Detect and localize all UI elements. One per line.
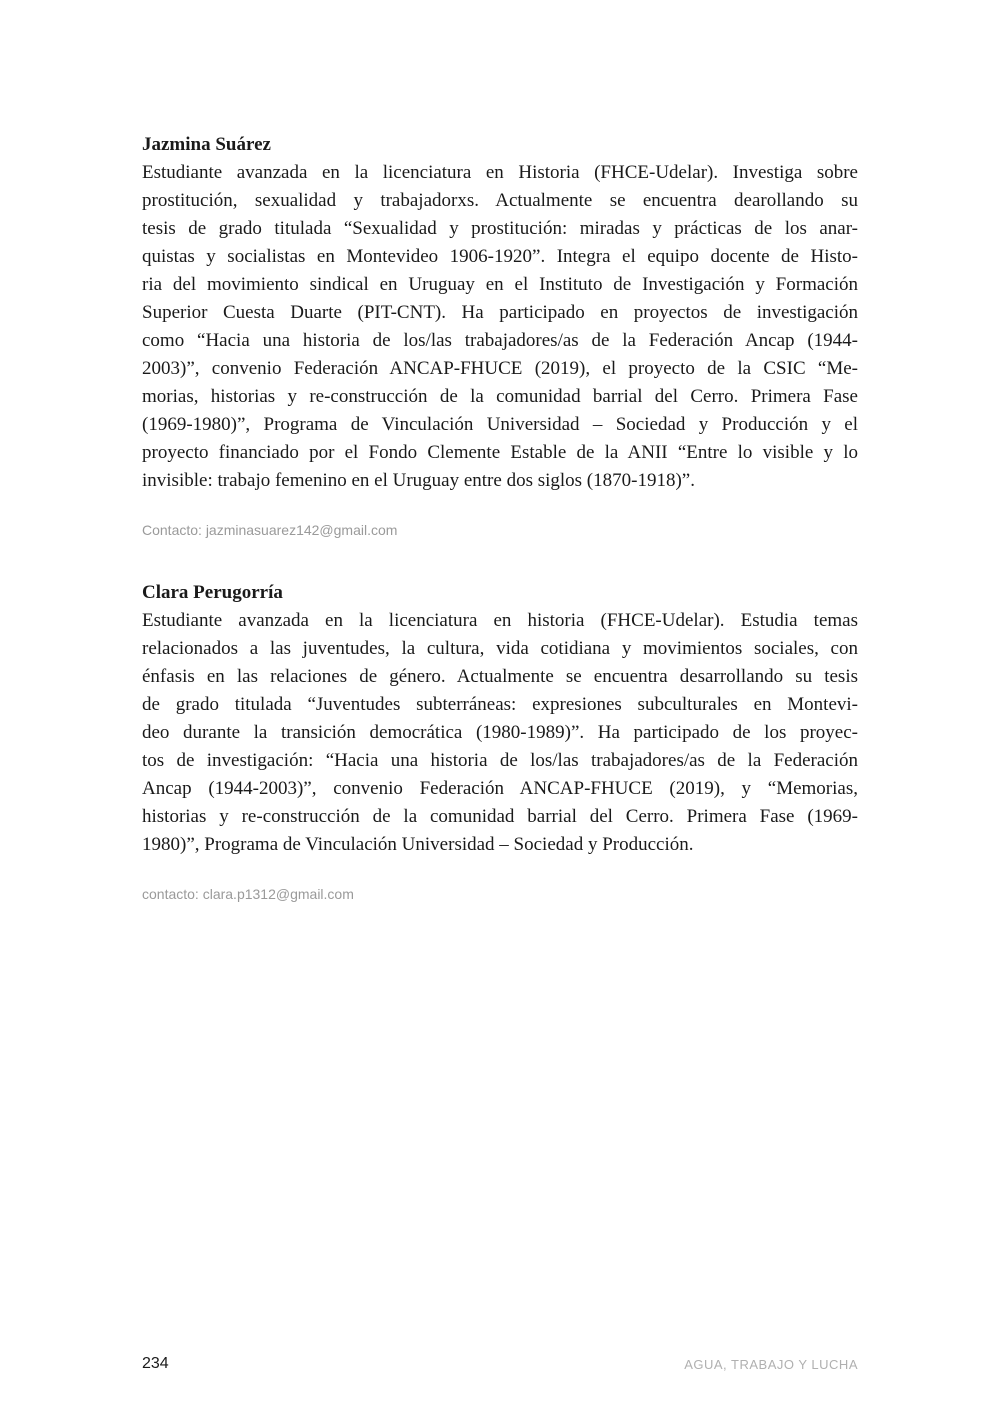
bio-line: relacionados a las juventudes, la cultura, vida cotidiana y movimientos sociales, con — [142, 638, 858, 659]
page-footer — [142, 1355, 858, 1377]
bio-line: ria del movimiento sindical en Uruguay en el Instituto de Investigación y Formación — [142, 274, 858, 295]
bio-line: Ancap (1944-2003)”, convenio Federación ANCAP-FHUCE (2019), y “Memorias, — [142, 778, 858, 799]
bio-jazmina-suarez — [142, 131, 858, 495]
bio-line: énfasis en las relaciones de género. Actualmente se encuentra desarrollando su tesis — [142, 666, 858, 687]
bio-line: deo durante la transición democrática (1980-1989)”. Ha participado de los proyec- — [142, 722, 858, 743]
bio-line: prostitución, sexualidad y trabajadorxs. Actualmente se encuentra dearollando su — [142, 190, 858, 211]
bio-line: historias y re-construcción de la comunidad barrial del Cerro. Primera Fase (1969- — [142, 806, 858, 827]
bio-paragraph — [142, 159, 858, 495]
bio-line: invisible: trabajo femenino en el Uruguay entre dos siglos (1870-1918)”. — [142, 470, 695, 491]
bio-line: (1969-1980)”, Programa de Vinculación Universidad – Sociedad y Producción y el — [142, 414, 858, 435]
bio-line: tos de investigación: “Hacia una historia de los/las trabajadores/as de la Federación — [142, 750, 858, 771]
bio-line: de grado titulada “Juventudes subterráneas: expresiones subculturales en Montevi- — [142, 694, 858, 715]
bio-name: Clara Perugorría — [142, 582, 283, 603]
bio-line: Superior Cuesta Duarte (PIT-CNT). Ha participado en proyectos de investigación — [142, 302, 858, 323]
bio-line: Estudiante avanzada en la licenciatura en Historia (FHCE-Udelar). Investiga sobre — [142, 162, 858, 183]
bio-line: 2003)”, convenio Federación ANCAP-FHUCE (2019), el proyecto de la CSIC “Me- — [142, 358, 858, 379]
running-title: AGUA, TRABAJO Y LUCHA — [684, 1357, 858, 1372]
bio-clara-perugorria — [142, 579, 858, 859]
bio-line: como “Hacia una historia de los/las trabajadores/as de la Federación Ancap (1944- — [142, 330, 858, 351]
bio-line: Estudiante avanzada en la licenciatura en historia (FHCE-Udelar). Estudia temas — [142, 610, 858, 631]
contact-email[interactable]: contacto: clara.p1312@gmail.com — [142, 886, 354, 902]
bio-line: morias, historias y re-construcción de la comunidad barrial del Cerro. Primera Fase — [142, 386, 858, 407]
bio-name: Jazmina Suárez — [142, 134, 271, 155]
bio-line: tesis de grado titulada “Sexualidad y prostitución: miradas y prácticas de los anar- — [142, 218, 858, 239]
bio-paragraph — [142, 607, 858, 859]
bio-line: 1980)”, Programa de Vinculación Universidad – Sociedad y Producción. — [142, 834, 694, 855]
bio-line: quistas y socialistas en Montevideo 1906-1920”. Integra el equipo docente de Histo- — [142, 246, 858, 267]
contact-email[interactable]: Contacto: jazminasuarez142@gmail.com — [142, 522, 398, 538]
bio-line: proyecto financiado por el Fondo Clemente Estable de la ANII “Entre lo visible y lo — [142, 442, 858, 463]
page-number: 234 — [142, 1355, 169, 1372]
